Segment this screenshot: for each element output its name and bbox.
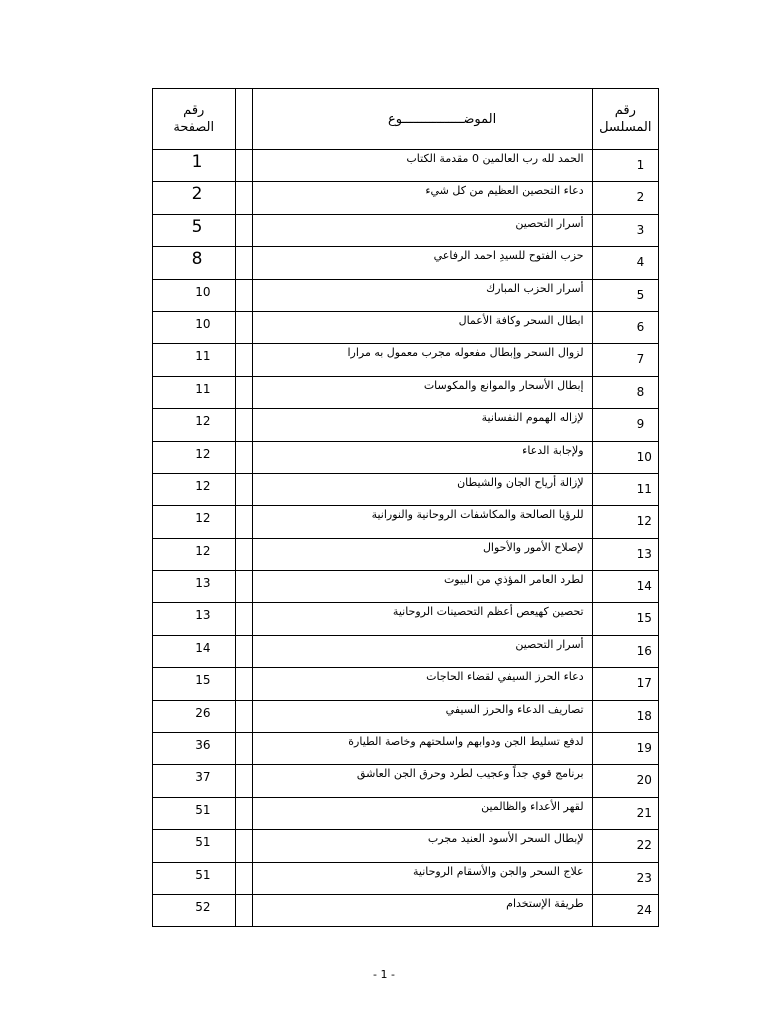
row-topic: لطرد العامر المؤذي من البيوت	[252, 571, 592, 603]
row-page: 10	[153, 311, 236, 343]
table-row	[153, 441, 659, 473]
row-blank-cell	[235, 279, 252, 311]
row-serial: 2	[592, 182, 658, 214]
row-topic: علاج السحر والجن والأسقام الروحانية	[252, 862, 592, 894]
row-topic: الحمد لله رب العالمين 0 مقدمة الكتاب	[252, 150, 592, 182]
row-blank-cell	[235, 733, 252, 765]
row-blank-cell	[235, 506, 252, 538]
row-topic: لقهر الأعداء والظالمين	[252, 797, 592, 829]
row-page: 2	[153, 182, 236, 214]
row-topic: أسرار الحزب المبارك	[252, 279, 592, 311]
row-page: 36	[153, 733, 236, 765]
row-topic: إبطال الأسحار والموانع والمكوسات	[252, 376, 592, 408]
table-row	[153, 506, 659, 538]
table-row	[153, 603, 659, 635]
row-topic: لزوال السحر وإبطال مفعوله مجرب معمول به مرارا	[252, 344, 592, 376]
row-blank-cell	[235, 603, 252, 635]
row-page: 8	[153, 247, 236, 279]
row-serial: 15	[592, 603, 658, 635]
row-serial: 3	[592, 214, 658, 246]
row-topic: لدفع تسليط الجن ودوابهم واسلحتهم وخاصة الطيارة	[252, 733, 592, 765]
page-number: - 1 -	[373, 968, 395, 981]
row-blank-cell	[235, 247, 252, 279]
row-serial: 10	[592, 441, 658, 473]
row-blank-cell	[235, 344, 252, 376]
row-serial: 23	[592, 862, 658, 894]
row-topic: ولإجابة الدعاء	[252, 441, 592, 473]
table-row	[153, 765, 659, 797]
table-row	[153, 862, 659, 894]
row-serial: 20	[592, 765, 658, 797]
table-row	[153, 733, 659, 765]
row-serial: 18	[592, 700, 658, 732]
topic-header-label: الموضــــــــــــــــوع	[387, 111, 497, 127]
page-header	[153, 89, 236, 150]
table-row	[153, 830, 659, 862]
table-row	[153, 635, 659, 667]
row-blank-cell	[235, 376, 252, 408]
row-page: 1	[153, 150, 236, 182]
row-blank-cell	[235, 635, 252, 667]
table-row	[153, 668, 659, 700]
row-topic: حزب الفتوح للسيدِ احمد الرفاعي	[252, 247, 592, 279]
row-blank-cell	[235, 862, 252, 894]
row-blank-cell	[235, 571, 252, 603]
toc-body	[153, 150, 659, 927]
table-row	[153, 376, 659, 408]
row-page: 13	[153, 571, 236, 603]
row-topic: تحصين كهيعص أعظم التحصينات الروحانية	[252, 603, 592, 635]
row-topic: للرؤيا الصالحة والمكاشفات الروحانية والنورانية	[252, 506, 592, 538]
row-serial: 21	[592, 797, 658, 829]
row-page: 37	[153, 765, 236, 797]
row-page: 13	[153, 603, 236, 635]
row-blank-cell	[235, 441, 252, 473]
row-page: 12	[153, 473, 236, 505]
row-blank-cell	[235, 765, 252, 797]
row-page: 51	[153, 862, 236, 894]
row-page: 10	[153, 279, 236, 311]
row-topic: لإزالة أرياح الجان والشيطان	[252, 473, 592, 505]
row-serial: 9	[592, 409, 658, 441]
table-of-contents	[152, 88, 659, 927]
row-page: 5	[153, 214, 236, 246]
table-row	[153, 797, 659, 829]
row-topic: تصاريف الدعاء والحرز السيفي	[252, 700, 592, 732]
row-page: 14	[153, 635, 236, 667]
row-serial: 16	[592, 635, 658, 667]
row-topic: ابطال السحر وكافة الأعمال	[252, 311, 592, 343]
row-page: 11	[153, 344, 236, 376]
table-row	[153, 150, 659, 182]
row-serial: 8	[592, 376, 658, 408]
topic-header	[252, 89, 592, 150]
table-row	[153, 214, 659, 246]
row-serial: 11	[592, 473, 658, 505]
table-row	[153, 311, 659, 343]
row-serial: 5	[592, 279, 658, 311]
table-row	[153, 409, 659, 441]
row-blank-cell	[235, 150, 252, 182]
row-page: 12	[153, 506, 236, 538]
row-topic: دعاء الحرز السيفي لقضاء الحاجات	[252, 668, 592, 700]
row-topic: طريقة الإستخدام	[252, 894, 592, 926]
page-header-line2: الصفحة	[173, 120, 215, 135]
row-page: 12	[153, 409, 236, 441]
row-page: 12	[153, 538, 236, 570]
row-serial: 7	[592, 344, 658, 376]
table-row	[153, 473, 659, 505]
table-row	[153, 344, 659, 376]
header-row	[153, 89, 659, 150]
row-page: 26	[153, 700, 236, 732]
row-serial: 6	[592, 311, 658, 343]
serial-header-line2: المسلسل	[599, 120, 652, 135]
row-serial: 17	[592, 668, 658, 700]
row-blank-cell	[235, 894, 252, 926]
row-blank-cell	[235, 668, 252, 700]
row-blank-cell	[235, 182, 252, 214]
row-serial: 22	[592, 830, 658, 862]
table-row	[153, 538, 659, 570]
row-topic: دعاء التحصين العظيم من كل شيء	[252, 182, 592, 214]
table-row	[153, 894, 659, 926]
row-serial: 24	[592, 894, 658, 926]
row-blank-cell	[235, 700, 252, 732]
row-page: 51	[153, 797, 236, 829]
row-page: 51	[153, 830, 236, 862]
blank-header	[235, 89, 252, 150]
serial-header-line1: رقم	[614, 103, 636, 118]
row-blank-cell	[235, 473, 252, 505]
row-page: 12	[153, 441, 236, 473]
row-blank-cell	[235, 214, 252, 246]
row-blank-cell	[235, 409, 252, 441]
row-serial: 1	[592, 150, 658, 182]
row-topic: لإزاله الهموم النفسانية	[252, 409, 592, 441]
row-blank-cell	[235, 311, 252, 343]
table-row	[153, 279, 659, 311]
row-blank-cell	[235, 538, 252, 570]
row-topic: لإصلاح الأمور والأحوال	[252, 538, 592, 570]
row-topic: لإبطال السحر الأسود العنيد مجرب	[252, 830, 592, 862]
row-topic: أسرار التحصين	[252, 635, 592, 667]
row-serial: 12	[592, 506, 658, 538]
table-row	[153, 700, 659, 732]
row-serial: 19	[592, 733, 658, 765]
table-row	[153, 571, 659, 603]
row-topic: أسرار التحصين	[252, 214, 592, 246]
table-row	[153, 182, 659, 214]
row-page: 52	[153, 894, 236, 926]
row-page: 15	[153, 668, 236, 700]
table-row	[153, 247, 659, 279]
page-header-line1: رقم	[183, 103, 205, 118]
row-serial: 13	[592, 538, 658, 570]
row-page: 11	[153, 376, 236, 408]
row-serial: 14	[592, 571, 658, 603]
row-blank-cell	[235, 830, 252, 862]
row-blank-cell	[235, 797, 252, 829]
row-topic: برنامج قوي جداً وعجيب لطرد وحرق الجن العاشق	[252, 765, 592, 797]
serial-header	[592, 89, 658, 150]
row-serial: 4	[592, 247, 658, 279]
